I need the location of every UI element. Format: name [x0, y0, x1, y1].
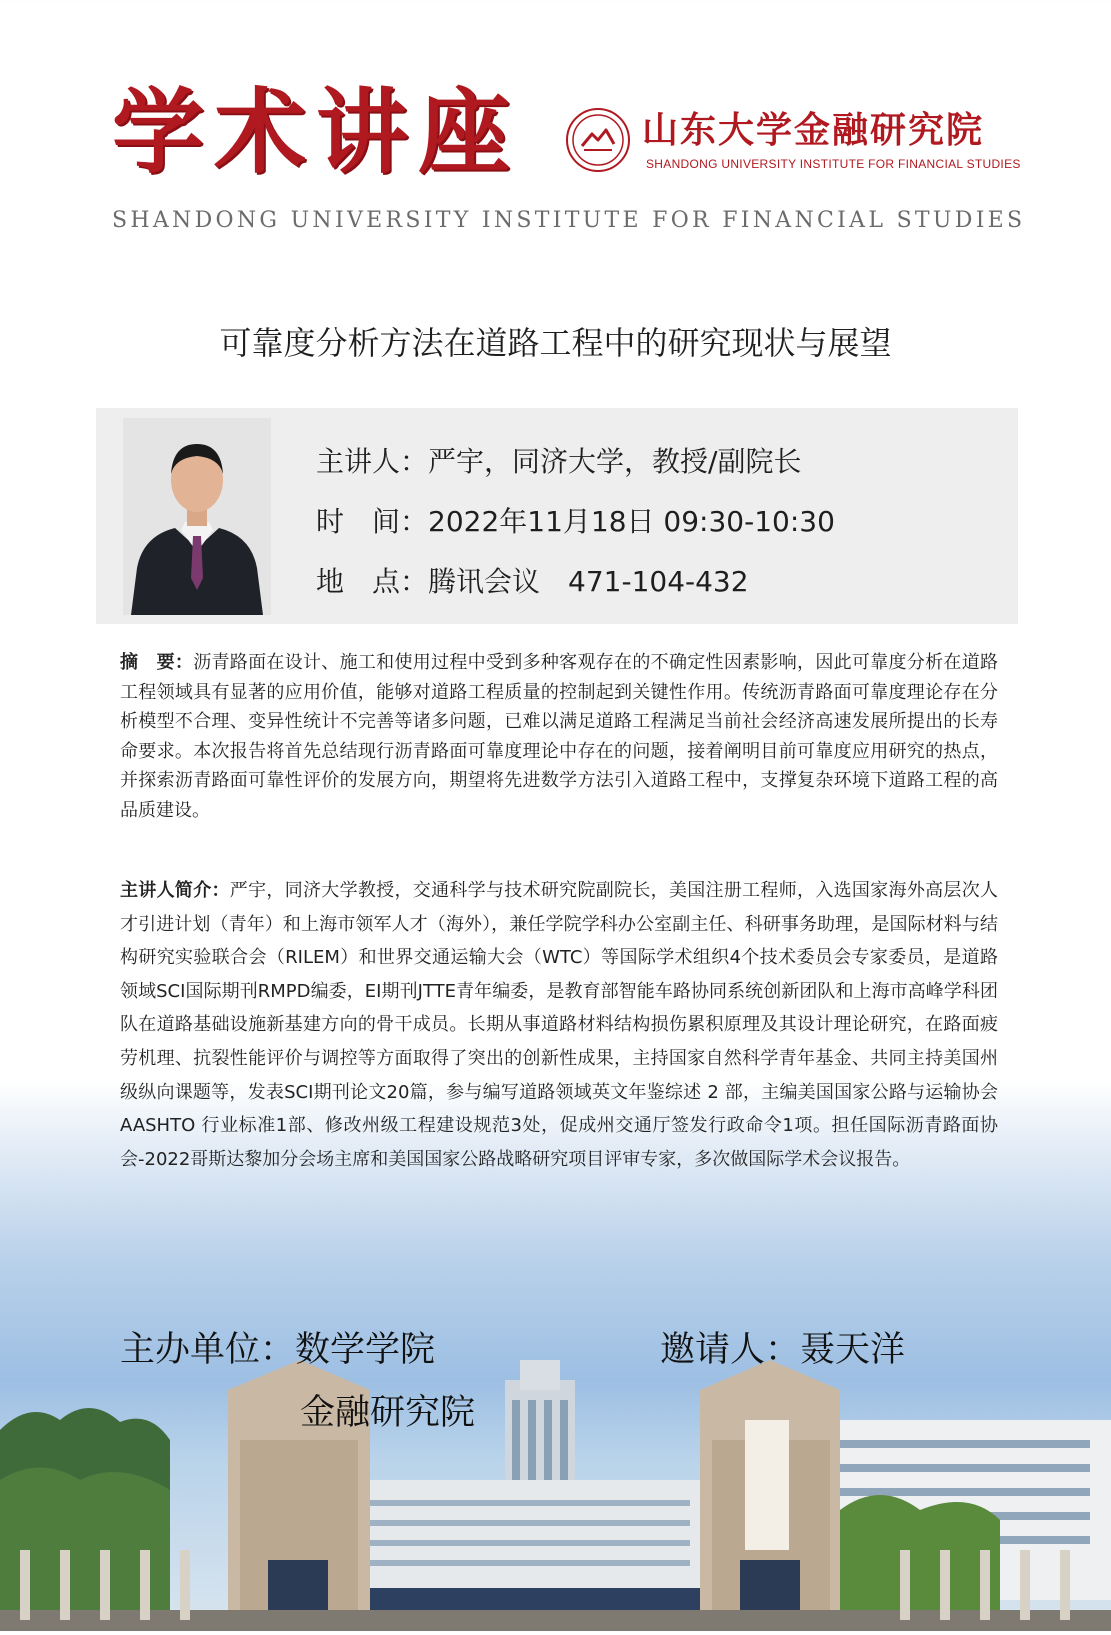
place-row [316, 560, 749, 600]
time-value: 2022年11月18日 09:30-10:30 [428, 505, 835, 538]
organizer-1: 数学学院 [295, 1330, 436, 1370]
place-value: 腾讯会议 471-104-432 [428, 565, 749, 598]
speaker-label: 主讲人： [316, 445, 429, 478]
abstract-text: 沥青路面在设计、施工和使用过程中受到多种客观存在的不确定性因素影响，因此可靠度分析在道路工程领域具有显著的应用价值，能够对道路工程质量的控制起到关键性作用。传统沥青路面可靠度理论存在分析模型不合理、变异性统计不完善等诸多问题，已难以满足道路工程满足当前社会经济高速发展所提出的长寿命要求。本次报告将首先总结现行沥青路面可靠度理论中存在的问题，接着阐明目前可靠度应用研究的热点，并探索沥青路面可靠性评价的发展方向，期望将先进数学方法引入道路工程中，支撑复杂环境下道路工程的高品质建设。 [120, 652, 999, 821]
abstract-label: 摘 要： [120, 652, 194, 673]
organizer-label: 主办单位： [120, 1330, 296, 1370]
place-label: 地 点： [316, 565, 429, 598]
organizer-2: 金融研究院 [300, 1393, 476, 1433]
university-name: 山东大学金融研究院 [642, 109, 985, 151]
campus-gate-illustration [0, 1360, 1111, 1631]
institute-english-name: SHANDONG UNIVERSITY INSTITUTE FOR FINANCIAL STUDIES [112, 208, 1026, 233]
time-label: 时 间： [316, 505, 429, 538]
inviter-label: 邀请人： [660, 1330, 801, 1370]
organizer-line [120, 1322, 435, 1372]
bio-text: 严宇，同济大学教授，交通科学与技术研究院副院长，美国注册工程师，入选国家海外高层次人才引进计划（青年）和上海市领军人才（海外），兼任学院学科办公室副主任、科研事务助理，是国际材料与结构研究实验联合会（RILEM）和世界交通运输大会（WTC）等国际学术组织4个技术委员会专家委员，是道路领域SCI国际期刊RMPD编委，EI期刊JTTE青年编委，是教育部智能车路协同系统创新团队和上海市高峰学科团队在道路基础设施新基建方向的骨干成员。长期从事道路材料结构损伤累积原理及其设计理论研究，在路面疲劳机理、抗裂性能评价与调控等方面取得了突出的创新性成果，主持国家自然科学青年基金、共同主持美国州级纵向课题等，发表SCI期刊论文20篇，参与编写道路领域英文年鉴综述 2 部，主编美国国家公路与运输协会AASHTO 行业标准1部、修改州级工程建设规范3处，促成州交通厅签发行政命令1项。担任国际沥青路面协会-2022哥斯达黎加分会场主席和美国国家公路战略研究项目评审专家，多次做国际学术会议报告。 [120, 880, 999, 1170]
abstract-paragraph [120, 648, 998, 825]
speaker-bio-paragraph [120, 874, 998, 1176]
speaker-portrait [123, 418, 271, 615]
lecture-banner-title: 学术讲座 [112, 78, 521, 186]
talk-title: 可靠度分析方法在道路工程中的研究现状与展望 [219, 324, 892, 362]
speaker-value: 严宇，同济大学，教授/副院长 [428, 445, 802, 478]
sdu-seal-icon [566, 108, 630, 172]
inviter-name: 聂天洋 [800, 1330, 906, 1370]
university-name-english: SHANDONG UNIVERSITY INSTITUTE FOR FINANCIAL STUDIES [646, 157, 1021, 171]
speaker-row [316, 440, 801, 480]
time-row [316, 500, 835, 540]
bio-label: 主讲人简介： [120, 880, 230, 901]
inviter-line [660, 1322, 905, 1372]
